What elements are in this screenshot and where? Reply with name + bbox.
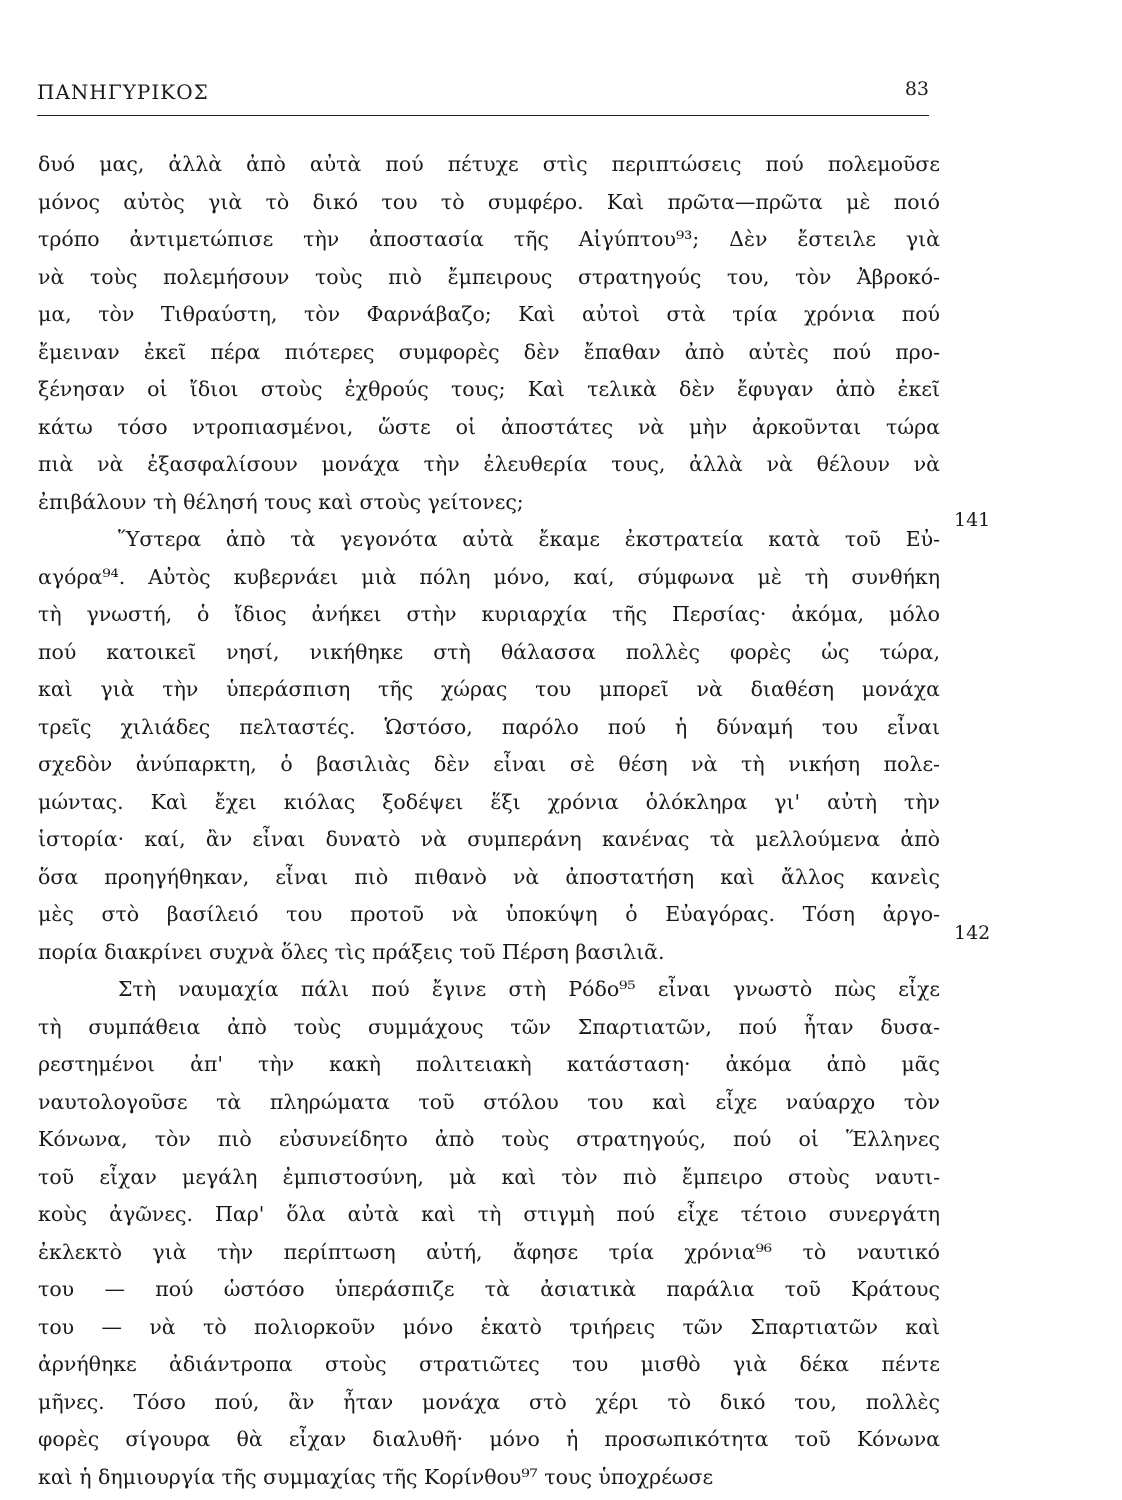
text-line: μόνος αὐτὸς γιὰ τὸ δικό του τὸ συμφέρο. Καὶ πρῶτα—πρῶτα μὲ ποιό [38, 189, 940, 214]
text-line: φορὲς σίγουρα θὰ εἶχαν διαλυθῆ· μόνο ἡ προσωπικότητα τοῦ Κόνωνα [38, 1427, 940, 1451]
text-line: δυό μας, ἀλλὰ ἀπὸ αὐτὰ πού πέτυχε στὶς περιπτώσεις πού πολεμοῦσε [38, 152, 940, 176]
header-rule [37, 115, 929, 116]
text-line: τοῦ εἶχαν μεγάλη ἐμπιστοσύνη, μὰ καὶ τὸν πιὸ ἔμπειρο στοὺς ναυτι- [38, 1164, 940, 1189]
text-line: πορία διακρίνει συχνὰ ὅλες τὶς πράξεις τοῦ Πέρση βασιλιᾶ. [38, 939, 665, 964]
text-line: ναυτολογοῦσε τὰ πληρώματα τοῦ στόλου του καὶ εἶχε ναύαρχο τὸν [38, 1089, 940, 1114]
text-line: πιὰ νὰ ἐξασφαλίσουν μονάχα τὴν ἐλευθερία τους, ἀλλὰ νὰ θέλουν νὰ [38, 452, 940, 476]
page-number: 83 [904, 78, 929, 100]
text-line: ρεστημένοι ἀπ' τὴν κακὴ πολιτειακὴ κατάσταση· ἀκόμα ἀπὸ μᾶς [38, 1052, 940, 1076]
text-line: τρόπο ἀντιμετώπισε τὴν ἀποστασία τῆς Αἰγύπτου⁹³; Δὲν ἔστειλε γιὰ [38, 227, 940, 251]
text-line: ἐκλεκτὸ γιὰ τὴν περίπτωση αὐτή, ἄφησε τρία χρόνια⁹⁶ τὸ ναυτικό [38, 1239, 940, 1264]
text-line: τρεῖς χιλιάδες πελταστές. Ὡστόσο, παρόλο πού ἡ δύναμή του εἶναι [38, 714, 940, 739]
text-line: πού κατοικεῖ νησί, νικήθηκε στὴ θάλασσα πολλὲς φορὲς ὡς τώρα, [38, 639, 940, 664]
text-line: καὶ ἡ δημιουργία τῆς συμμαχίας τῆς Κορίνθου⁹⁷ τους ὑποχρέωσε [38, 1464, 714, 1489]
text-line: μώντας. Καὶ ἔχει κιόλας ξοδέψει ἕξι χρόνια ὁλόκληρα γι' αὐτὴ τὴν [38, 789, 940, 814]
text-line: κοὺς ἀγῶνες. Παρ' ὅλα αὐτὰ καὶ τὴ στιγμὴ πού εἶχε τέτοιο συνεργάτη [38, 1202, 940, 1226]
text-line: μα, τὸν Τιθραύστη, τὸν Φαρνάβαζο; Καὶ αὐτοὶ στὰ τρία χρόνια πού [38, 302, 940, 326]
text-line: Κόνωνα, τὸν πιὸ εὐσυνείδητο ἀπὸ τοὺς στρατηγούς, πού οἱ Ἕλληνες [38, 1127, 940, 1151]
page-header [37, 72, 929, 116]
margin-section-number: 142 [954, 922, 991, 944]
text-line: νὰ τοὺς πολεμήσουν τοὺς πιὸ ἔμπειρους στρατηγούς του, τὸν Ἀβροκό- [38, 264, 940, 289]
running-title: ΠΑΝΗΓΥΡΙΚΟΣ [37, 80, 209, 104]
text-line: τὴ γνωστή, ὁ ἴδιος ἀνήκει στὴν κυριαρχία τῆς Περσίας· ἀκόμα, μόλο [38, 602, 940, 626]
text-line: Στὴ ναυμαχία πάλι πού ἔγινε στὴ Ρόδο⁹⁵ εἶναι γνωστὸ πὼς εἶχε [118, 977, 940, 1001]
text-line: αγόρα⁹⁴. Αὐτὸς κυβερνάει μιὰ πόλη μόνο, καί, σύμφωνα μὲ τὴ συνθήκη [38, 564, 940, 589]
text-line: ὅσα προηγήθηκαν, εἶναι πιὸ πιθανὸ νὰ ἀποστατήση καὶ ἄλλος κανεὶς [38, 864, 940, 889]
text-line: του — πού ὡστόσο ὑπεράσπιζε τὰ ἀσιατικὰ παράλια τοῦ Κράτους [38, 1277, 940, 1301]
text-line: τὴ συμπάθεια ἀπὸ τοὺς συμμάχους τῶν Σπαρτιατῶν, πού ἦταν δυσα- [38, 1014, 940, 1039]
margin-section-number: 141 [954, 509, 991, 531]
text-line: ἱστορία· καί, ἂν εἶναι δυνατὸ νὰ συμπεράνη κανένας τὰ μελλούμενα ἀπὸ [38, 827, 940, 851]
text-line: ξένησαν οἱ ἴδιοι στοὺς ἐχθρούς τους; Καὶ τελικὰ δὲν ἔφυγαν ἀπὸ ἐκεῖ [38, 377, 940, 401]
text-line: ἔμειναν ἐκεῖ πέρα πιότερες συμφορὲς δὲν ἔπαθαν ἀπὸ αὐτὲς πού προ- [38, 339, 940, 364]
body-text [38, 146, 940, 1496]
text-line: κάτω τόσο ντροπιασμένοι, ὥστε οἱ ἀποστάτες νὰ μὴν ἀρκοῦνται τώρα [38, 414, 940, 439]
text-line: μὲς στὸ βασίλειό του προτοῦ νὰ ὑποκύψη ὁ Εὐαγόρας. Τόση ἀργο- [38, 902, 940, 926]
text-line: ἀρνήθηκε ἀδιάντροπα στοὺς στρατιῶτες του μισθὸ γιὰ δέκα πέντε [38, 1352, 940, 1376]
text-line: ἐπιβάλουν τὴ θέλησή τους καὶ στοὺς γείτονες; [38, 489, 524, 514]
text-line: Ὕστερα ἀπὸ τὰ γεγονότα αὐτὰ ἔκαμε ἐκστρατεία κατὰ τοῦ Εὐ- [118, 527, 940, 551]
text-line: σχεδὸν ἀνύπαρκτη, ὁ βασιλιὰς δὲν εἶναι σὲ θέση νὰ τὴ νικήση πολε- [38, 752, 940, 776]
text-line: καὶ γιὰ τὴν ὑπεράσπιση τῆς χώρας του μπορεῖ νὰ διαθέση μονάχα [38, 677, 940, 701]
text-line: μῆνες. Τόσο πού, ἂν ἦταν μονάχα στὸ χέρι τὸ δικό του, πολλὲς [38, 1389, 940, 1414]
text-line: του — νὰ τὸ πολιορκοῦν μόνο ἑκατὸ τριήρεις τῶν Σπαρτιατῶν καὶ [38, 1314, 940, 1339]
